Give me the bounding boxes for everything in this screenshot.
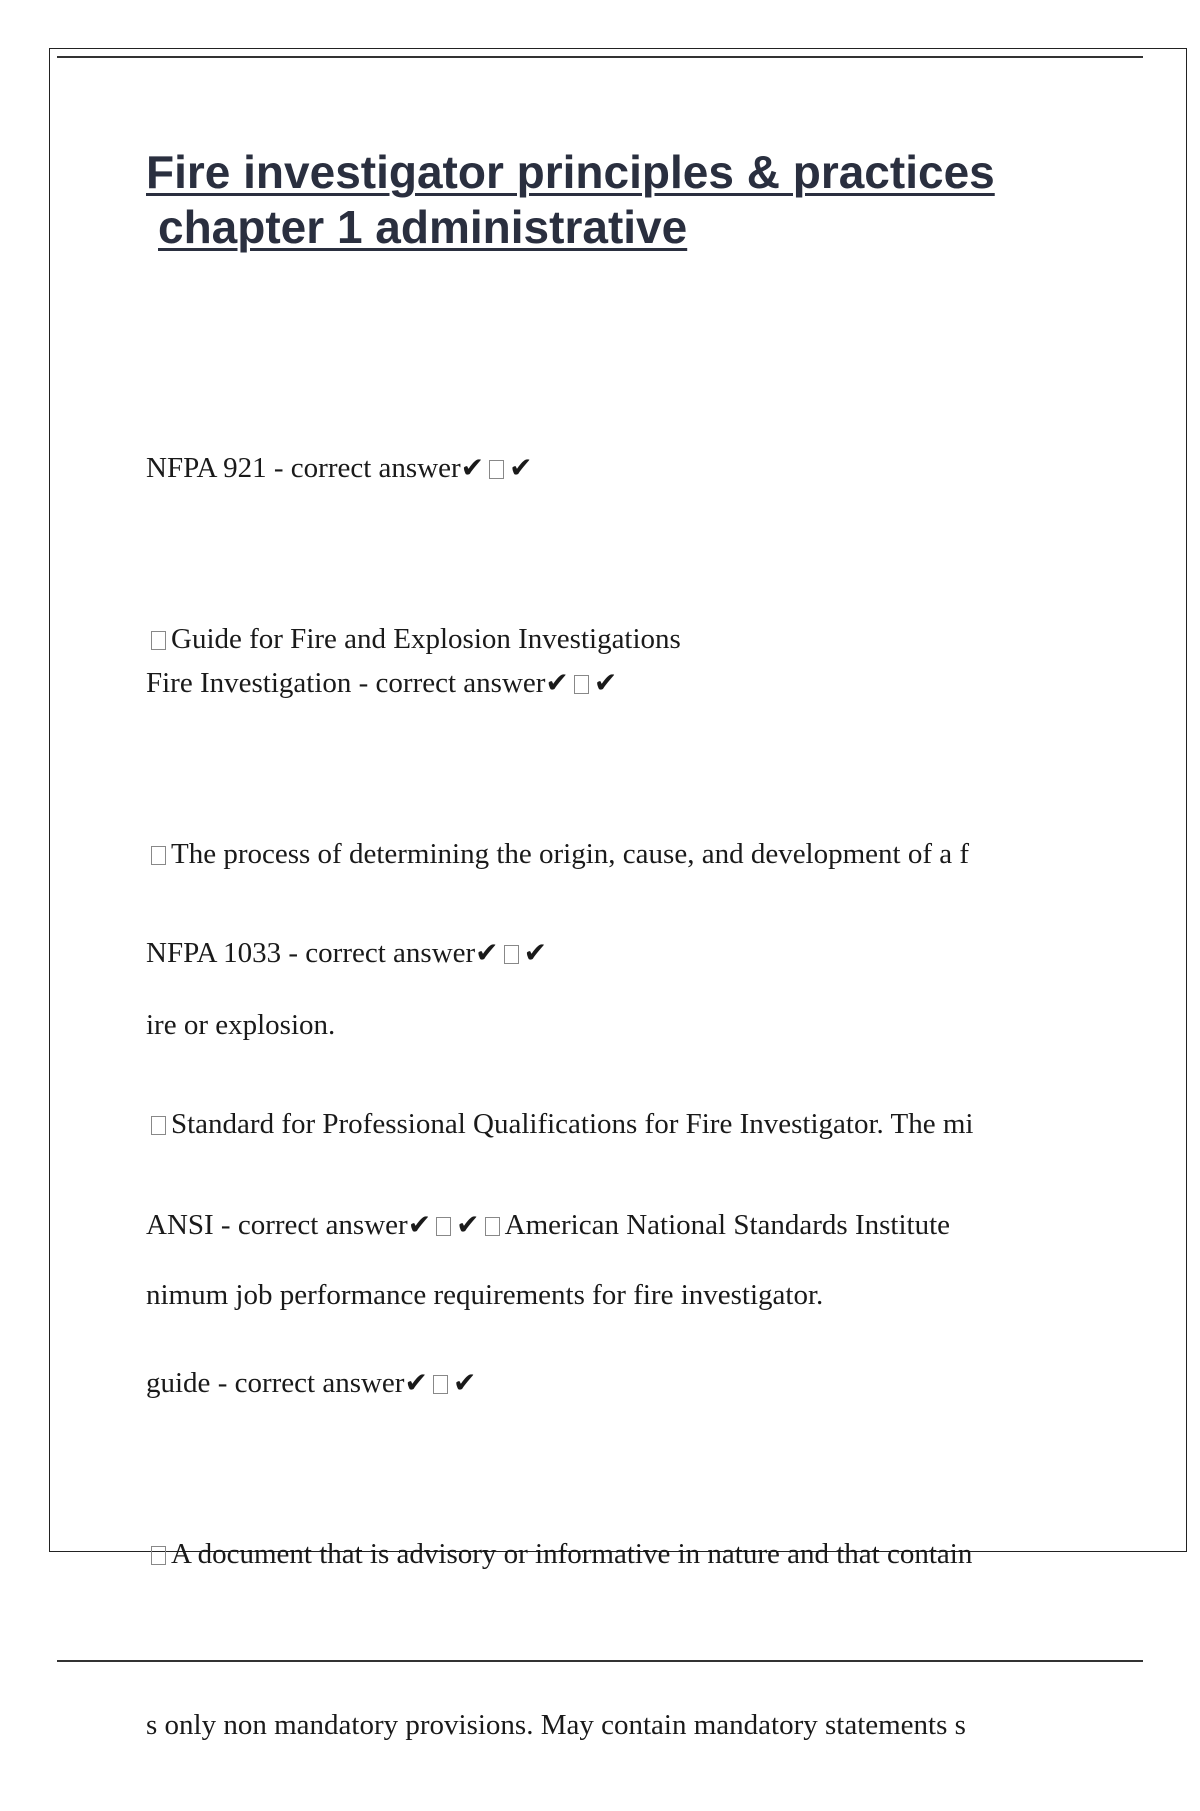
checkmark-icon: ✔ xyxy=(452,1366,477,1399)
term: ANSI xyxy=(146,1209,214,1241)
definition-line: A document that is advisory or informative in nature and that contain xyxy=(146,1526,1096,1583)
inline-definition: American National Standards Institute xyxy=(504,1209,950,1241)
checkmark-icon: ✔ xyxy=(456,1208,480,1241)
term-line xyxy=(146,1354,1096,1412)
checkmark-icon: ✔ xyxy=(407,1208,432,1241)
missing-glyph-icon xyxy=(489,460,504,479)
definition-line: The process of determining the origin, cause, and development of a f xyxy=(146,826,1096,883)
definition-line: Standard for Professional Qualifications for Fire Investigator. The mi xyxy=(146,1096,1096,1153)
definition-line: Guide for Fire and Explosion Investigations xyxy=(146,611,1096,668)
term: NFPA 1033 xyxy=(146,937,282,969)
missing-glyph-icon xyxy=(504,945,519,964)
definition-line: s only non mandatory provisions. May contain mandatory statements s xyxy=(146,1709,966,1741)
checkmark-icon: ✔ xyxy=(460,451,485,484)
missing-glyph-icon xyxy=(574,675,589,694)
answer-separator: - correct answer xyxy=(351,667,546,699)
title-line-1: Fire investigator principles & practices xyxy=(146,146,995,198)
definition-line: nimum job performance requirements for fire investigator. xyxy=(146,1279,824,1311)
title-line-2: chapter 1 administrative xyxy=(158,201,688,253)
answer-separator: - correct answer xyxy=(266,452,461,484)
term: Fire Investigation xyxy=(146,667,352,699)
term: guide xyxy=(146,1367,211,1399)
term-line xyxy=(146,654,1096,712)
term: NFPA 921 xyxy=(146,452,267,484)
term-line xyxy=(146,924,1096,982)
checkmark-icon: ✔ xyxy=(509,451,533,484)
document-title xyxy=(146,145,995,255)
checkmark-icon: ✔ xyxy=(475,936,499,969)
checkmark-icon: ✔ xyxy=(404,1366,428,1399)
missing-glyph-icon xyxy=(151,1546,166,1565)
answer-separator: - correct answer xyxy=(213,1209,408,1241)
missing-glyph-icon xyxy=(433,1375,448,1394)
missing-glyph-icon xyxy=(436,1217,451,1236)
checkmark-icon: ✔ xyxy=(593,666,618,699)
answer-separator: - correct answer xyxy=(210,1367,405,1399)
missing-glyph-icon xyxy=(485,1217,500,1236)
checkmark-icon: ✔ xyxy=(545,666,569,699)
checkmark-icon: ✔ xyxy=(523,936,548,969)
flashcard-entry xyxy=(146,1240,1096,1811)
header-rule xyxy=(57,56,1143,58)
answer-separator: - correct answer xyxy=(281,937,476,969)
definition-line: ire or explosion. xyxy=(146,1009,336,1041)
term-line xyxy=(146,439,1096,497)
